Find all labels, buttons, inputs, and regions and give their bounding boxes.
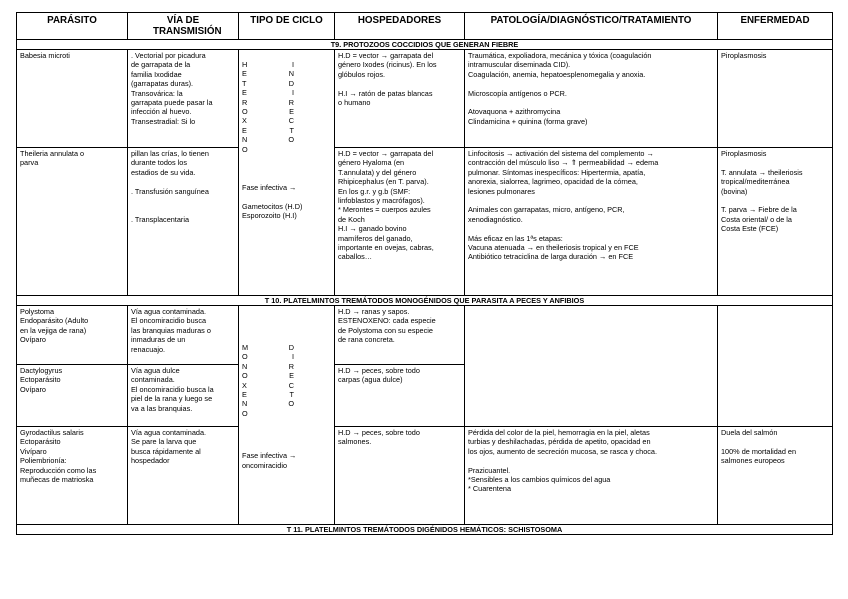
cell-line: pillan las crías, lo tienen (131, 149, 209, 158)
t10-enfermedad-empty (718, 306, 833, 427)
cell-line: Piroplasmosis (721, 149, 767, 158)
cell-line: hospedador (131, 456, 170, 466)
ciclo-letter-row (242, 399, 294, 408)
cell-line: Ectoparásito (20, 375, 61, 385)
cell-line: Transovárica: la (131, 88, 183, 98)
cell-line: infección al huevo. (131, 107, 192, 117)
cell-line: Vacuna atenuada → en theileriosis tropical y en FCE (468, 243, 639, 253)
cell-line: Poliembrionía: (20, 456, 67, 466)
ciclo-letter-left: O (242, 408, 248, 418)
cell-line: Duela del salmón (721, 428, 778, 437)
cell-line: de Koch (338, 214, 365, 224)
ciclo-letter-left: O (242, 352, 248, 362)
cell-line: en la vejiga de rana) (20, 325, 87, 335)
cell-line: glóbulos rojos. (338, 69, 386, 79)
cell-line: los ojos, aumento de secreción mucosa, se rasca y choca. (468, 446, 658, 456)
cell-line: género Ixodes (ricinus). En los (338, 60, 437, 70)
cell-line: salmones. (338, 437, 372, 447)
ciclo-letter-row (242, 98, 294, 107)
header-row (17, 13, 833, 40)
cell-line: Gametocitos (H.D) (242, 201, 303, 211)
ciclo-letter-left: M (242, 343, 249, 352)
section-title-t10: T 10. PLATELMINTOS TREMÁTODOS MONOGÉNIDOS QUE PARASITA A PECES Y ANFIBIOS (17, 296, 833, 306)
ciclo-letter-right: T (289, 390, 294, 400)
ciclo-letter-left: T (242, 78, 247, 88)
ciclo-letter-right: O (288, 135, 294, 145)
ciclo-letter-left: O (242, 371, 248, 381)
cell-line: Vía agua dulce (131, 366, 180, 375)
ciclo-letter-row (242, 116, 294, 125)
cell-line: oncomiracidio (242, 460, 288, 470)
cell-line (338, 79, 461, 88)
cell-line: * Merontes = cuerpos azules (338, 205, 431, 215)
cell-line: (bovina) (721, 186, 748, 196)
section-row-t9 (17, 40, 833, 50)
cell-line: Rhipicephalus (en T. parva). (338, 177, 429, 187)
cell-line: de Polystoma con su especie (338, 325, 433, 335)
gyrodactilus-via (128, 427, 239, 525)
cell-line: salmones europeos (721, 456, 785, 466)
ciclo-letter-left: E (242, 125, 247, 135)
cell-line: . Transplacentaria (131, 214, 190, 224)
ciclo-letter-row (242, 88, 294, 97)
ciclo-letter-row (242, 371, 294, 380)
ciclo-letter-right: C (288, 380, 294, 390)
ciclo-letter-left: H (242, 60, 248, 69)
dactylogyrus-hospedadores (335, 365, 465, 427)
theileria-patologia (465, 148, 718, 296)
theileria-parasito (17, 148, 128, 296)
cell-line: durante todos los (131, 158, 187, 168)
header-enfermedad: ENFERMEDAD (718, 13, 833, 40)
table-row-babesia (17, 50, 833, 148)
cell-line (468, 98, 714, 107)
parasite-table (16, 12, 833, 535)
cell-line: Costa oriental/ o de la (721, 214, 792, 224)
cell-line: Ovíparo (20, 384, 46, 394)
gyrodactilus-parasito (17, 427, 128, 525)
theileria-enfermedad (718, 148, 833, 296)
cell-line: renacuajo. (131, 344, 166, 354)
section-title-t9: T9. PROTOZOOS COCCIDIOS QUE GENERAN FIEBRE (17, 40, 833, 50)
cell-line: contaminada. (131, 375, 175, 385)
cell-line: El oncomiracidio busca (131, 316, 207, 326)
cell-line: Transestradial: Si lo (131, 116, 196, 126)
polystoma-hospedadores (335, 306, 465, 365)
dactylogyrus-parasito (17, 365, 128, 427)
cell-line: ESTENOXENO: cada especie (338, 316, 436, 326)
ciclo-letter-left: X (242, 380, 247, 390)
ciclo-letter-row (242, 409, 294, 418)
cell-line: Endoparásito (Adulto (20, 316, 89, 326)
cell-line: Se pare la larva que (131, 437, 197, 447)
cell-line: T. annulata → theileriosis (721, 167, 803, 177)
ciclo-letter-row (242, 352, 294, 361)
cell-line: Vía agua contaminada. (131, 428, 207, 437)
cell-line: xenodiagnóstico. (468, 214, 523, 224)
cell-line: Piroplasmosis (721, 51, 767, 60)
ciclo-letter-right: I (291, 352, 294, 362)
cell-line: Traumática, expoliadora, mecánica y tóxica (coagulación (468, 51, 652, 60)
theileria-ciclo-extra (242, 183, 331, 221)
cell-line: de garrapata de la (131, 60, 191, 70)
cell-line: Fase infectiva → (242, 183, 297, 193)
ciclo-letter-left: N (242, 399, 248, 409)
table-row-gyrodactilus (17, 427, 833, 525)
cell-line: pulmonar. Síntomas inespecíficos: Hipertermia, apatía, (468, 167, 646, 177)
cell-line: estadios de su vida. (131, 167, 196, 177)
cell-line: 100% de mortalidad en (721, 446, 797, 456)
cell-line: Microscopía antígenos o PCR. (468, 88, 567, 98)
cell-line: garrapata puede pasar la (131, 98, 213, 108)
cell-line: lesiones pulmonares (468, 186, 535, 196)
ciclo-letter-left: R (242, 97, 248, 107)
t10-ciclo (239, 306, 335, 525)
ciclo-letter-row (242, 145, 294, 154)
header-patologia: PATOLOGÍA/DIAGNÓSTICO/TRATAMIENTO (465, 13, 718, 40)
cell-line: inmaduras de un (131, 335, 186, 345)
cell-line: H.I → ganado bovino (338, 224, 407, 234)
header-parasito: PARÁSITO (17, 13, 128, 40)
ciclo-letter-left: O (242, 144, 248, 154)
ciclo-letter-right: N (288, 69, 294, 79)
table-row-polystoma (17, 306, 833, 365)
cell-line: Costa Este (FCE) (721, 224, 779, 234)
theileria-hospedadores (335, 148, 465, 296)
cell-line: Theileria annulata o (20, 149, 85, 158)
cell-line: Pérdida del color de la piel, hemorragia en la piel, aletas (468, 428, 650, 437)
table-row-theileria (17, 148, 833, 296)
cell-line: muñecas de matrioska (20, 475, 94, 485)
cell-line: Atovaquona + azithromycina (468, 107, 561, 117)
ciclo-letter-left: O (242, 107, 248, 117)
cell-line: . Transfusión sanguínea (131, 186, 209, 196)
cell-line: El oncomiracidio busca la (131, 384, 214, 394)
t10-patologia-empty (465, 306, 718, 427)
cell-line: * Cuarentena (468, 484, 512, 494)
cell-line: Animales con garrapatas, micro, antígeno, PCR, (468, 205, 625, 215)
ciclo-letter-right: R (288, 97, 294, 107)
cell-line: Más eficaz en las 1ªs etapas: (468, 233, 563, 243)
ciclo-letter-right: D (288, 343, 294, 352)
cell-line: Gyrodactilus salaris (20, 428, 84, 437)
cell-line: Polystoma (20, 307, 55, 316)
header-hospedadores: HOSPEDADORES (335, 13, 465, 40)
cell-line: *Sensibles a los cambios químicos del agua (468, 475, 611, 485)
cell-line: T.annulata) y del género (338, 167, 417, 177)
cell-line: anorexia, sialorrea, lagrimeo, opacidad de la córnea, (468, 177, 638, 187)
header-via: VÍA DE TRANSMISIÓN (128, 13, 239, 40)
babesia-enfermedad (718, 50, 833, 148)
ciclo-letter-left: X (242, 116, 247, 126)
cell-line: H.D = vector → garrapata del (338, 51, 434, 60)
cell-line (131, 205, 235, 214)
cell-line: contracción del músculo liso → ⇑ permeabilidad → edema (468, 158, 659, 168)
ciclo-letter-row (242, 343, 294, 352)
cell-line: las branquias maduras o (131, 325, 211, 335)
cell-line: género Hyaloma (en (338, 158, 405, 168)
cell-line: importante en ovejas, cabras, (338, 243, 434, 253)
section-row-t11 (17, 525, 833, 535)
ciclo-letter-right: O (288, 399, 294, 409)
polystoma-via (128, 306, 239, 365)
ciclo-letter-row (242, 69, 294, 78)
cell-line: Linfocitosis → activación del sistema del complemento → (468, 149, 654, 158)
cell-line: piel de la rana y luego se (131, 394, 213, 404)
cell-line: Antibiótico tetraciclina de larga duración → en FCE (468, 252, 634, 262)
ciclo-letter-row (242, 60, 294, 69)
cell-line: En los g.r. y g.b (SMF: (338, 186, 411, 196)
ciclo-letter-right: C (288, 116, 294, 126)
section-row-t10 (17, 296, 833, 306)
cell-line: turbias y deshilachadas, pérdida de apetito, opacidad en (468, 437, 651, 447)
gyrodactilus-enfermedad (718, 427, 833, 525)
t9-ciclo (239, 50, 335, 296)
ciclo-letter-right: T (289, 125, 294, 135)
cell-line: familia Ixodidae (131, 69, 182, 79)
polystoma-parasito (17, 306, 128, 365)
cell-line: intramuscular diseminada CID). (468, 60, 571, 70)
cell-line: Coagulación, anemia, hepatoesplenomegalia y anoxia. (468, 69, 646, 79)
cell-line: . Vectorial por picadura (131, 51, 206, 60)
cell-line: busca rápidamente al (131, 446, 201, 456)
ciclo-letter-left: E (242, 88, 247, 98)
ciclo-letter-row (242, 390, 294, 399)
ciclo-letter-right: I (291, 88, 294, 98)
ciclo-letter-right: D (288, 78, 294, 88)
cell-line: H.D → ranas y sapos. (338, 307, 410, 316)
ciclo-letter-row (242, 135, 294, 144)
babesia-parasito: Babesia microti (17, 50, 128, 148)
cell-line: (garrapatas duras). (131, 79, 194, 89)
cell-line: Reproducción como las (20, 465, 97, 475)
dactylogyrus-via (128, 365, 239, 427)
cell-line (242, 192, 331, 201)
cell-line: mamíferos del ganado, (338, 233, 413, 243)
cell-line: Esporozoito (H.I) (242, 211, 297, 221)
ciclo-letter-right: R (288, 361, 294, 371)
cell-line (468, 224, 714, 233)
cell-line: Ovíparo (20, 335, 46, 345)
ciclo-letter-left: N (242, 361, 248, 371)
ciclo-pairs-t9 (242, 60, 331, 154)
cell-line (131, 196, 235, 205)
ciclo-letter-row (242, 381, 294, 390)
cell-line: Dactylogyrus (20, 366, 63, 375)
cell-line: carpas (agua dulce) (338, 375, 403, 385)
cell-line: Prazicuantel. (468, 465, 511, 475)
theileria-via (128, 148, 239, 296)
cell-line (468, 196, 714, 205)
section-title-t11: T 11. PLATELMINTOS TREMÁTODOS DIGÉNIDOS HEMÁTICOS: SCHISTOSOMA (17, 525, 833, 535)
cell-line: H.D → peces, sobre todo (338, 428, 420, 437)
cell-line (468, 456, 714, 465)
ciclo-letter-left: E (242, 69, 247, 79)
cell-line (721, 196, 829, 205)
babesia-via (128, 50, 239, 148)
cell-line: Clindamicina + quinina (forma grave) (468, 116, 588, 126)
ciclo-letter-row (242, 362, 294, 371)
ciclo-letter-right: E (289, 371, 294, 381)
header-ciclo: TIPO DE CICLO (239, 13, 335, 40)
cell-line (468, 79, 714, 88)
cell-line: caballos… (338, 252, 373, 262)
cell-line: de rana concreta. (338, 335, 395, 345)
cell-line: linfoblastos y macrófagos). (338, 196, 425, 206)
ciclo-letter-left: N (242, 135, 248, 145)
cell-line (721, 158, 829, 167)
cell-line: o humano (338, 98, 371, 108)
cell-line: Ectoparásito (20, 437, 61, 447)
gyrodactilus-hospedadores (335, 427, 465, 525)
cell-line: Vía agua contaminada. (131, 307, 207, 316)
cell-line: va a las branquias. (131, 403, 193, 413)
ciclo-letter-right: E (289, 107, 294, 117)
ciclo-letter-row (242, 126, 294, 135)
cell-line: H.I → ratón de patas blancas (338, 88, 433, 98)
ciclo-letter-left: E (242, 390, 247, 400)
ciclo-letter-row (242, 107, 294, 116)
cell-line: parva (20, 158, 39, 168)
cell-line (131, 177, 235, 186)
gyrodactilus-patologia (465, 427, 718, 525)
ciclo-letter-row (242, 79, 294, 88)
cell-line: H.D = vector → garrapata del (338, 149, 434, 158)
cell-line: Fase infectiva → (242, 451, 297, 461)
ciclo-letter-right: I (291, 60, 294, 69)
gyrodactilus-ciclo-extra (242, 451, 331, 470)
cell-line (721, 437, 829, 446)
cell-line: Vivíparo (20, 446, 47, 456)
babesia-hospedadores (335, 50, 465, 148)
ciclo-pairs-t10 (242, 343, 331, 418)
babesia-patologia (465, 50, 718, 148)
cell-line: H.D → peces, sobre todo (338, 366, 420, 375)
cell-line: tropical/mediterránea (721, 177, 790, 187)
cell-line: T. parva → Fiebre de la (721, 205, 797, 215)
